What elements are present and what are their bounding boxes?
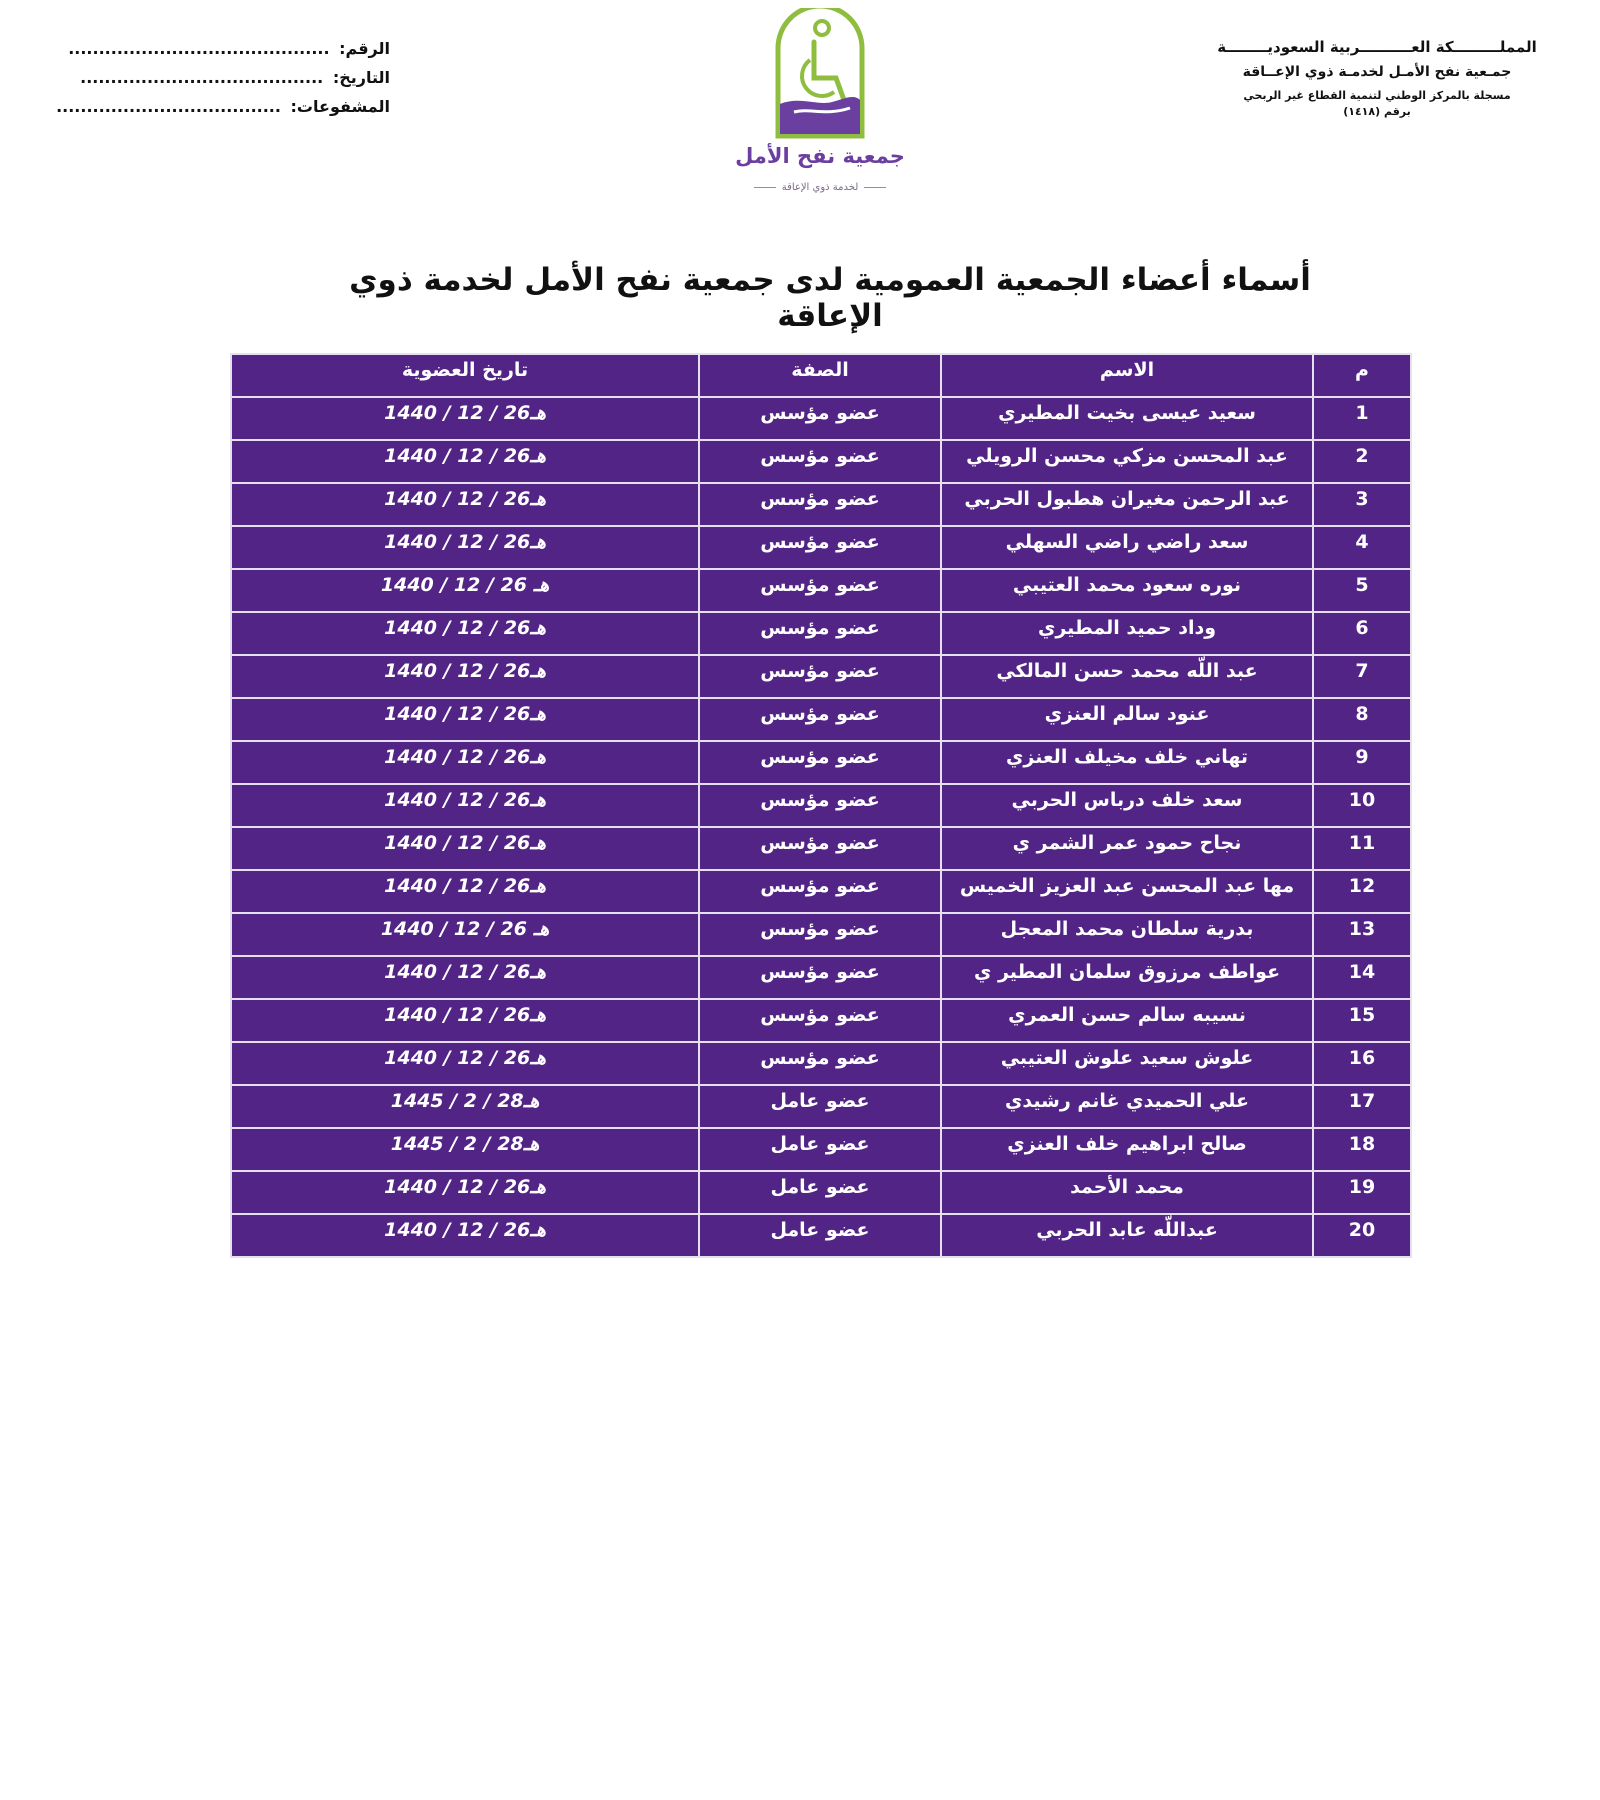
member-name: عبد اللّه محمد حسن المالكي xyxy=(941,655,1313,698)
attachments-label: المشفوعات: xyxy=(290,97,390,116)
member-index: 7 xyxy=(1313,655,1411,698)
table-row xyxy=(231,1171,1411,1214)
table-row xyxy=(231,913,1411,956)
member-index: 10 xyxy=(1313,784,1411,827)
logo-subtitle-text: لخدمة ذوي الإعاقة xyxy=(781,182,859,193)
logo-emblem-icon xyxy=(770,8,870,142)
membership-date: هـ26 / 12 / 1440 xyxy=(231,1171,699,1214)
membership-date: هـ26 / 12 / 1440 xyxy=(231,1042,699,1085)
membership-date: هـ26 / 12 / 1440 xyxy=(231,526,699,569)
member-index: 4 xyxy=(1313,526,1411,569)
number-field xyxy=(70,34,390,63)
member-role: عضو مؤسس xyxy=(699,612,941,655)
column-header-index: م xyxy=(1313,354,1411,397)
table-row xyxy=(231,1085,1411,1128)
member-role: عضو مؤسس xyxy=(699,526,941,569)
member-name: سعد راضي راضي السهلي xyxy=(941,526,1313,569)
number-dots: ........................................... xyxy=(68,39,330,58)
membership-date: هـ26 / 12 / 1440 xyxy=(231,698,699,741)
table-row xyxy=(231,698,1411,741)
member-name: علي الحميدي غانم رشيدي xyxy=(941,1085,1313,1128)
member-role: عضو مؤسس xyxy=(699,397,941,440)
member-name: عبد الرحمن مغيران هطبول الحربي xyxy=(941,483,1313,526)
member-name: نسيبه سالم حسن العمري xyxy=(941,999,1313,1042)
column-header-role: الصفة xyxy=(699,354,941,397)
member-role: عضو مؤسس xyxy=(699,741,941,784)
table-row xyxy=(231,483,1411,526)
member-role: عضو مؤسس xyxy=(699,913,941,956)
member-index: 15 xyxy=(1313,999,1411,1042)
table-row xyxy=(231,784,1411,827)
table-row xyxy=(231,741,1411,784)
table-row xyxy=(231,1128,1411,1171)
column-header-name: الاسم xyxy=(941,354,1313,397)
registration-line: مسجلة بالمركز الوطني لتنمية القطاع غير الربحي xyxy=(1243,89,1511,102)
member-index: 9 xyxy=(1313,741,1411,784)
member-name: نوره سعود محمد العتيبي xyxy=(941,569,1313,612)
member-index: 13 xyxy=(1313,913,1411,956)
member-role: عضو عامل xyxy=(699,1214,941,1257)
date-field xyxy=(70,63,390,92)
member-role: عضو مؤسس xyxy=(699,1042,941,1085)
member-index: 16 xyxy=(1313,1042,1411,1085)
member-index: 19 xyxy=(1313,1171,1411,1214)
association-logo xyxy=(730,8,910,204)
membership-date: هـ 26 / 12 / 1440 xyxy=(231,569,699,612)
membership-date: هـ26 / 12 / 1440 xyxy=(231,827,699,870)
divider xyxy=(754,187,776,188)
membership-date: هـ26 / 12 / 1440 xyxy=(231,870,699,913)
member-name: سعيد عيسى بخيت المطيري xyxy=(941,397,1313,440)
divider xyxy=(864,187,886,188)
membership-date: هـ26 / 12 / 1440 xyxy=(231,612,699,655)
association-line: جمـعية نفح الأمـل لخدمـة ذوي الإعــاقة xyxy=(1242,64,1512,80)
reference-fields xyxy=(56,34,390,121)
member-index: 18 xyxy=(1313,1128,1411,1171)
member-role: عضو مؤسس xyxy=(699,870,941,913)
member-name: نجاح حمود عمر الشمر ي xyxy=(941,827,1313,870)
member-index: 6 xyxy=(1313,612,1411,655)
membership-date: هـ26 / 12 / 1440 xyxy=(231,397,699,440)
logo-subtitle xyxy=(730,182,910,193)
membership-date: هـ26 / 12 / 1440 xyxy=(231,440,699,483)
membership-date: هـ 26 / 12 / 1440 xyxy=(231,913,699,956)
attachments-dots: ..................................... xyxy=(56,97,281,116)
table-row xyxy=(231,1214,1411,1257)
table-row xyxy=(231,612,1411,655)
membership-date: هـ26 / 12 / 1440 xyxy=(231,956,699,999)
member-name: محمد الأحمد xyxy=(941,1171,1313,1214)
registration-number: برقم (١٤١٨) xyxy=(1343,105,1411,118)
table-row xyxy=(231,1042,1411,1085)
member-name: علوش سعيد علوش العتيبي xyxy=(941,1042,1313,1085)
member-role: عضو مؤسس xyxy=(699,440,941,483)
member-index: 3 xyxy=(1313,483,1411,526)
member-role: عضو مؤسس xyxy=(699,655,941,698)
logo-name: جمعية نفح الأمل xyxy=(735,144,905,168)
table-header-row xyxy=(231,354,1411,397)
member-role: عضو مؤسس xyxy=(699,784,941,827)
member-index: 12 xyxy=(1313,870,1411,913)
member-name: صالح ابراهيم خلف العنزي xyxy=(941,1128,1313,1171)
member-name: سعد خلف درباس الحربي xyxy=(941,784,1313,827)
membership-date: هـ26 / 12 / 1440 xyxy=(231,483,699,526)
member-role: عضو مؤسس xyxy=(699,827,941,870)
table-row xyxy=(231,999,1411,1042)
kingdom-line: المملـــــــــكة العــــــــــربية السعوديــــــــة xyxy=(1217,38,1537,56)
table-row xyxy=(231,526,1411,569)
membership-date: هـ28 / 2 / 1445 xyxy=(231,1128,699,1171)
number-label: الرقم: xyxy=(339,39,390,58)
membership-date: هـ28 / 2 / 1445 xyxy=(231,1085,699,1128)
page-title: أسماء أعضاء الجمعية العمومية لدى جمعية نفح الأمل لخدمة ذوي الإعاقة xyxy=(349,262,1311,334)
member-role: عضو مؤسس xyxy=(699,483,941,526)
table-row xyxy=(231,956,1411,999)
member-index: 17 xyxy=(1313,1085,1411,1128)
members-table xyxy=(230,353,1412,1258)
membership-date: هـ26 / 12 / 1440 xyxy=(231,741,699,784)
member-role: عضو مؤسس xyxy=(699,956,941,999)
table-row xyxy=(231,440,1411,483)
member-name: عواطف مرزوق سلمان المطير ي xyxy=(941,956,1313,999)
member-index: 11 xyxy=(1313,827,1411,870)
membership-date: هـ26 / 12 / 1440 xyxy=(231,1214,699,1257)
member-role: عضو مؤسس xyxy=(699,569,941,612)
member-name: بدرية سلطان محمد المعجل xyxy=(941,913,1313,956)
member-index: 5 xyxy=(1313,569,1411,612)
table-row xyxy=(231,397,1411,440)
membership-date: هـ26 / 12 / 1440 xyxy=(231,784,699,827)
table-row xyxy=(231,870,1411,913)
date-label: التاريخ: xyxy=(332,68,390,87)
table-row xyxy=(231,655,1411,698)
table-row xyxy=(231,569,1411,612)
member-name: عبد المحسن مزكي محسن الرويلي xyxy=(941,440,1313,483)
member-role: عضو مؤسس xyxy=(699,698,941,741)
table-row xyxy=(231,827,1411,870)
member-index: 1 xyxy=(1313,397,1411,440)
member-name: وداد حميد المطيري xyxy=(941,612,1313,655)
date-dots: ........................................ xyxy=(80,68,324,87)
member-role: عضو عامل xyxy=(699,1128,941,1171)
member-name: عنود سالم العنزي xyxy=(941,698,1313,741)
member-role: عضو عامل xyxy=(699,1171,941,1214)
member-name: عبداللّه عابد الحربي xyxy=(941,1214,1313,1257)
member-name: مها عبد المحسن عبد العزيز الخميس xyxy=(941,870,1313,913)
member-index: 20 xyxy=(1313,1214,1411,1257)
member-index: 14 xyxy=(1313,956,1411,999)
organization-header xyxy=(1212,38,1542,118)
member-role: عضو عامل xyxy=(699,1085,941,1128)
member-index: 2 xyxy=(1313,440,1411,483)
membership-date: هـ26 / 12 / 1440 xyxy=(231,999,699,1042)
membership-date: هـ26 / 12 / 1440 xyxy=(231,655,699,698)
member-role: عضو مؤسس xyxy=(699,999,941,1042)
member-index: 8 xyxy=(1313,698,1411,741)
column-header-date: تاريخ العضوية xyxy=(231,354,699,397)
member-name: تهاني خلف مخيلف العنزي xyxy=(941,741,1313,784)
attachments-field xyxy=(56,92,390,121)
